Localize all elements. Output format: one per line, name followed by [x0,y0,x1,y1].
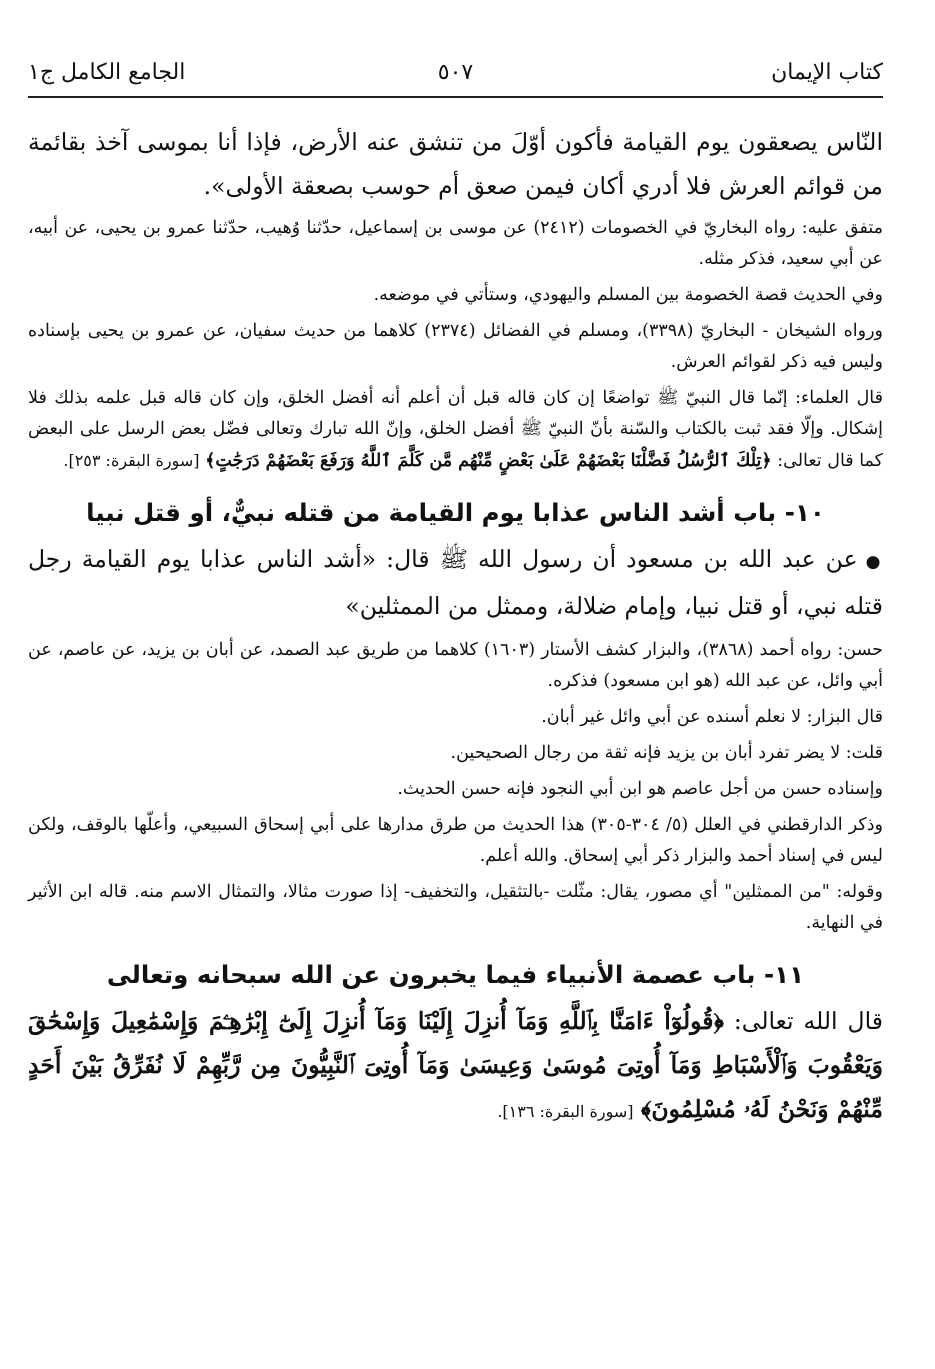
takhrij-note: حسن: رواه أحمد (٣٨٦٨)، والبزار كشف الأستار (١٦٠٣) كلاهما من طريق عبد الصمد، عن أبان بن يزيد، عن عاصم، عن أبي وائل، عن عبد الله (هو ابن مسعود) فذكره. [28,640,884,691]
quran-verse: ﴿تِلْكَ ٱلرُّسُلُ فَضَّلْنَا بَعْضَهُمْ عَلَىٰ بَعْضٍ مِّنْهُم مَّن كَلَّمَ ٱللَّهُ وَرَفَعَ بَعْضَهُمْ دَرَجَٰتٍ﴾ [205,451,772,471]
note-isnad: وإسناده حسن من أجل عاصم هو ابن أبي النجود فإنه حسن الحديث. [397,779,883,799]
surah-reference: [سورة البقرة: ٢٥٣]. [63,451,200,470]
chapter-heading-11: ١١- باب عصمة الأنبياء فيما يخبرون عن الله سبحانه وتعالى [106,960,805,989]
book-title: كتاب الإيمان [771,60,883,85]
note-khusuma: وفي الحديث قصة الخصومة بين المسلم واليهودي، وستأتي في موضعه. [373,285,883,305]
note-qultu: قلت: لا يضر تفرد أبان بن يزيد فإنه ثقة من رجال الصحيحين. [450,743,883,763]
takhrij-note: متفق عليه: رواه البخاريّ في الخصومات (٢٤١٢) عن موسى بن إسماعيل، حدّثنا وُهيب، حدّثنا عمرو بن يحيى، عن أبيه، عن أبي سعيد، فذكر مثله. [28,218,884,269]
note-ulama-text: قال العلماء: إنّما قال النبيّ ﷺ تواضعًا إن كان قاله قبل أن أعلم أنه أفضل الخلق، وإن كان قاله قبل علمه بذلك فلا إشكال. وإلّا فقد ثبت بالكتاب والسّنة بأنّ النبيّ ﷺ أفضل الخلق، وإنّ الله تبارك وتعالى فضّل بعض الرسل على البعض كما قال تعالى: [28,388,883,471]
surah-reference: [سورة البقرة: ١٣٦]. [497,1102,634,1121]
chapter-heading-10: ١٠- باب أشد الناس عذابا يوم القيامة من قتله نبيٌّ، أو قتل نبيا [86,498,825,527]
quote-intro: قال الله تعالى: [733,1007,883,1035]
book-page [28,52,883,1134]
note-bazzar: قال البزار: لا نعلم أسنده عن أبي وائل غير أبان. [541,707,883,727]
hadith-continuation: النّاس يصعقون يوم القيامة فأكون أوّلَ من تنشق عنه الأرض، فإذا أنا بموسى آخذ بقائمة من قوائم العرش فلا أدري أكان فيمن صعق أم حوسب بصعقة الأولى». [28,128,883,200]
page-number: ٥٠٧ [437,60,474,85]
hadith-ibn-masud [28,537,883,628]
note-mumaththilin: وقوله: "من الممثلين" أي مصور، يقال: مثّلت -بالتثقيل، والتخفيف- إذا صورت مثالا، والتمثال الاسم منه. قاله ابن الأثير في النهاية. [28,882,883,933]
hadith-text: عن عبد الله بن مسعود أن رسول الله ﷺ قال: «أشد الناس عذابا يوم القيامة رجل قتله نبي، أو قتل نبيا، وإمام ضلالة، وممثل من الممثلين» [28,545,883,620]
note-ulama [28,383,883,477]
bullet-icon: ● [865,552,883,572]
collection-title: الجامع الكامل ج١ [28,60,186,85]
quran-quote-paragraph [28,999,883,1134]
quran-verse: ﴿قُولُوٓاْ ءَامَنَّا بِٱللَّهِ وَمَآ أُنزِلَ إِلَيْنَا وَمَآ أُنزِلَ إِلَىٰٓ إِبْرَٰهِـۧمَ وَإِسْمَٰعِيلَ وَإِسْحَٰقَ وَيَعْقُوبَ وَٱلْأَسْبَاطِ وَمَآ أُوتِىَ مُوسَىٰ وَعِيسَىٰ وَمَآ أُوتِىَ ٱلنَّبِيُّونَ مِن رَّبِّهِمْ لَا نُفَرِّقُ بَيْنَ أَحَدٍ مِّنْهُمْ وَنَحْنُ لَهُۥ مُسْلِمُونَ﴾ [28,1007,883,1123]
note-shaykhan: ورواه الشيخان - البخاريّ (٣٣٩٨)، ومسلم في الفضائل (٢٣٧٤) كلاهما من حديث سفيان، عن عمرو بن يحيى بإسناده وليس فيه ذكر لقوائم العرش. [28,321,883,372]
page-header [28,52,883,98]
note-daraqutni: وذكر الدارقطني في العلل (٥/ ٣٠٤-٣٠٥) هذا الحديث من طرق مدارها على أبي إسحاق السبيعي، وأعلّها بالوقف، ولكن ليس في إسناد أحمد والبزار ذكر أبي إسحاق. والله أعلم. [28,815,883,866]
